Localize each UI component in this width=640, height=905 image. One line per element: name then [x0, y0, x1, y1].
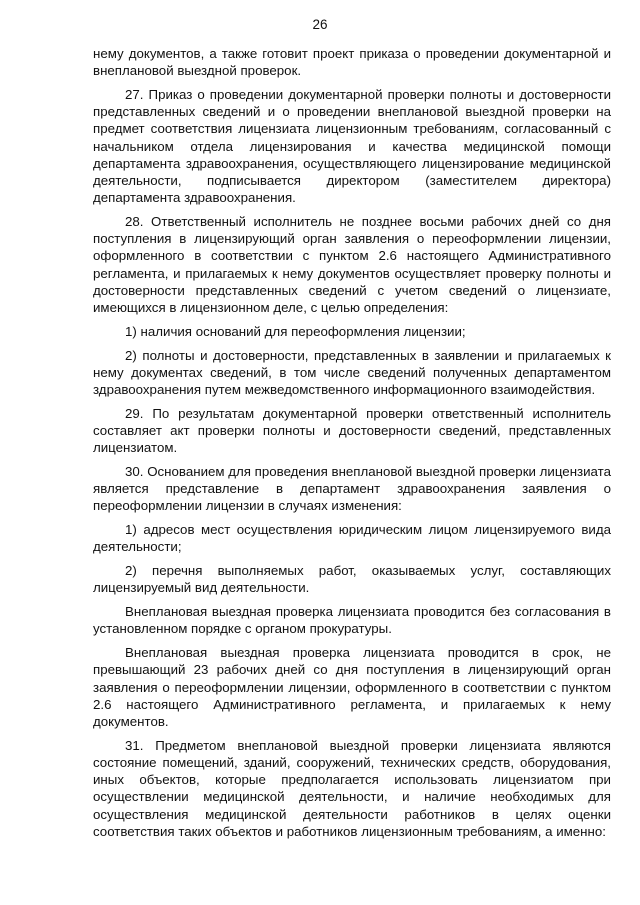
- paragraph-item-30: 30. Основанием для проведения внеплановой выездной проверки лицензиата является представление в департамент здравоохранения заявления о переоформлении лицензии в случаях изменения:: [93, 464, 611, 514]
- paragraph-item-29: 29. По результатам документарной проверки ответственный исполнитель составляет акт проверки полноты и достоверности сведений, представленных лицензиатом.: [93, 405, 611, 456]
- paragraph-item-28: 28. Ответственный исполнитель не позднее восьми рабочих дней со дня поступления в лицензирующий орган заявления о переоформлении лицензии, оформленного в соответствии с пунктом 2.6 настоящего Административного регламента, и прилагаемых к нему документов осуществляет проверку полноты и достоверности представленных сведений с учетом сведений о лицензиате, имеющихся в лицензионном деле, с целью определения:: [93, 214, 611, 316]
- subitem-28-2: 2) полноты и достоверности, представленных в заявлении и прилагаемых к нему документах сведений, в том числе сведений полученных департаментом здравоохранения путем межведомственного информационного взаимодействия.: [93, 347, 611, 398]
- paragraph-inspection-deadline: Внеплановая выездная проверка лицензиата проводится в срок, не превышающий 23 рабочих дней со дня поступления в лицензирующий орган заявления о переоформлении лицензии, оформленного в соответствии с пунктом 2.6 настоящего Административного регламента, и прилагаемых к нему документов.: [93, 645, 611, 730]
- paragraph-continuation: нему документов, а также готовит проект приказа о проведении документарной и внеплановой выездной проверок.: [93, 46, 611, 79]
- subitem-30-1: 1) адресов мест осуществления юридическим лицом лицензируемого вида деятельности;: [93, 522, 611, 555]
- paragraph-no-prosecutor-approval: Внеплановая выездная проверка лицензиата проводится без согласования в установленном порядке с органом прокуратуры.: [93, 604, 611, 637]
- paragraph-item-31: 31. Предметом внеплановой выездной проверки лицензиата являются состояние помещений, зданий, сооружений, технических средств, оборудования, иных объектов, которые предполагается использовать лицензиатом при осуществлении медицинской деятельности, и наличие необходимых для осуществления медицинской деятельности работников в целях оценки соответствия таких объектов и работников лицензионным требованиям, а именно:: [93, 737, 611, 839]
- subitem-28-1: 1) наличия оснований для переоформления лицензии;: [125, 323, 466, 339]
- paragraph-item-27: 27. Приказ о проведении документарной проверки полноты и достоверности представленных сведений и о проведении внеплановой выездной проверки на предмет соответствия лицензиата лицензионным требованиям, согласованный с начальником отдела лицензирования и качества медицинской помощи департамента здравоохранения, осуществляющего лицензирование медицинской деятельности, подписывается директором (заместителем директора) департамента здравоохранения.: [93, 87, 611, 206]
- page-number: 26: [312, 17, 328, 32]
- document-body: [93, 45, 611, 847]
- subitem-30-2: 2) перечня выполняемых работ, оказываемых услуг, составляющих лицензируемый вид деятельности.: [93, 563, 611, 596]
